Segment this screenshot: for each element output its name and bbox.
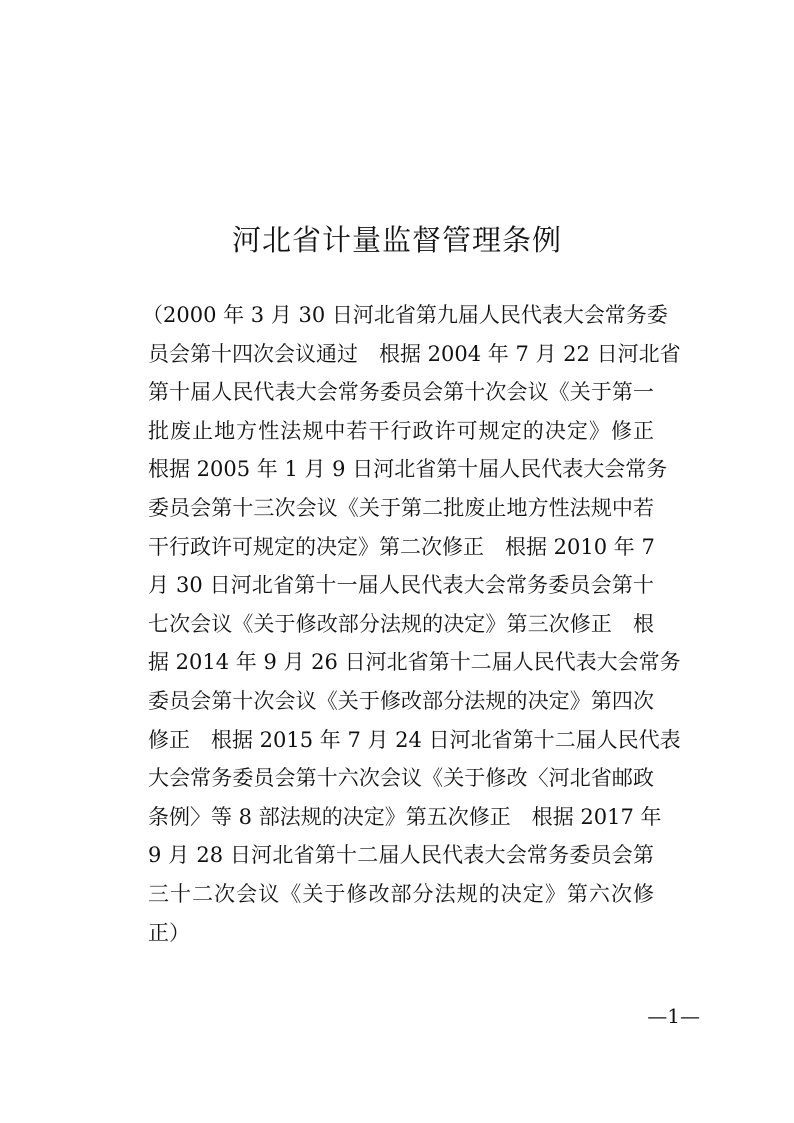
preamble-line: （2000 年 3 月 30 日河北省第九届人民代表大会常务委 — [142, 303, 668, 327]
preamble-line: 批废止地方性法规中若干行政许可规定的决定》修正 — [148, 418, 654, 443]
preamble-line: 三十二次会议《关于修改部分法规的决定》第六次修 — [148, 881, 654, 906]
preamble-line: 条例〉等 8 部法规的决定》第五次修正 根据 2017 年 — [148, 804, 662, 829]
preamble-line: 月 30 日河北省第十一届人民代表大会常务委员会第十 — [148, 573, 654, 598]
preamble-line: 根据 2005 年 1 月 9 日河北省第十届人民代表大会常务 — [148, 457, 668, 482]
document-preamble — [142, 296, 681, 952]
preamble-line: 员会第十四次会议通过 根据 2004 年 7 月 22 日河北省 — [148, 341, 681, 366]
preamble-line: 干行政许可规定的决定》第二次修正 根据 2010 年 7 — [148, 534, 655, 559]
preamble-line: 9 月 28 日河北省第十二届人民代表大会常务委员会第 — [148, 843, 654, 868]
page-number: —1— — [647, 1004, 700, 1028]
preamble-line: 大会常务委员会第十六次会议《关于修改〈河北省邮政 — [148, 766, 654, 791]
preamble-line: 第十届人民代表大会常务委员会第十次会议《关于第一 — [148, 380, 654, 405]
preamble-line: 委员会第十次会议《关于修改部分法规的决定》第四次 — [148, 688, 654, 713]
preamble-line: 据 2014 年 9 月 26 日河北省第十二届人民代表大会常务 — [148, 650, 681, 675]
preamble-line: 修正 根据 2015 年 7 月 24 日河北省第十二届人民代表 — [148, 727, 681, 752]
preamble-line: 委员会第十三次会议《关于第二批废止地方性法规中若 — [148, 495, 654, 520]
preamble-line: 正） — [148, 920, 190, 945]
document-title: 河北省计量监督管理条例 — [231, 223, 562, 257]
preamble-line: 七次会议《关于修改部分法规的决定》第三次修正 根 — [148, 611, 654, 636]
